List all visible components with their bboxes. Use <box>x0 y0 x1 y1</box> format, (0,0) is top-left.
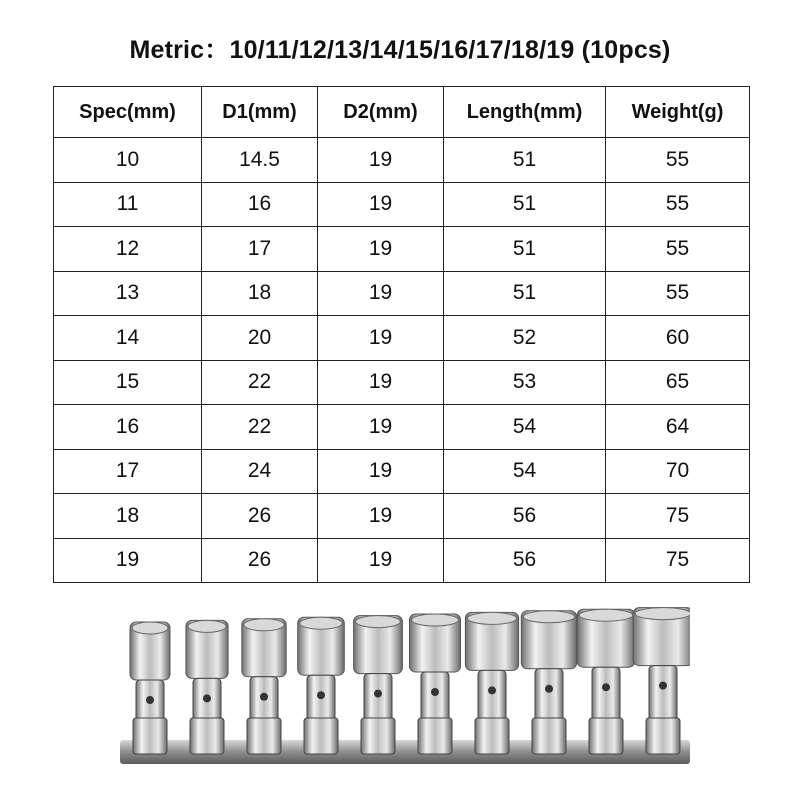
socket-10 <box>130 622 170 754</box>
table-row <box>54 227 750 272</box>
cell-weight: 55 <box>606 227 750 272</box>
cell-length: 52 <box>444 316 606 361</box>
header-weight: Weight(g) <box>606 87 750 138</box>
cell-length: 53 <box>444 360 606 405</box>
cell-spec: 18 <box>54 494 202 539</box>
cell-weight: 75 <box>606 494 750 539</box>
cell-d2: 19 <box>318 360 444 405</box>
cell-d2: 19 <box>318 405 444 450</box>
cell-weight: 75 <box>606 538 750 583</box>
cell-spec: 10 <box>54 138 202 183</box>
cell-spec: 11 <box>54 182 202 227</box>
table-header-row <box>54 87 750 138</box>
spec-table <box>53 86 750 583</box>
header-d1: D1(mm) <box>202 87 318 138</box>
cell-d1: 20 <box>202 316 318 361</box>
socket-19 <box>633 608 690 754</box>
socket-set-image <box>120 600 690 790</box>
table-row <box>54 494 750 539</box>
cell-weight: 60 <box>606 316 750 361</box>
table-row <box>54 182 750 227</box>
table-row <box>54 538 750 583</box>
socket-18 <box>577 609 635 754</box>
socket-11 <box>186 620 228 754</box>
cell-d2: 19 <box>318 449 444 494</box>
cell-spec: 12 <box>54 227 202 272</box>
cell-weight: 70 <box>606 449 750 494</box>
cell-d1: 22 <box>202 360 318 405</box>
cell-length: 56 <box>444 538 606 583</box>
cell-spec: 14 <box>54 316 202 361</box>
cell-weight: 55 <box>606 271 750 316</box>
cell-weight: 64 <box>606 405 750 450</box>
socket-12 <box>242 619 286 754</box>
table-row <box>54 271 750 316</box>
table-row <box>54 405 750 450</box>
table-row <box>54 316 750 361</box>
cell-d1: 26 <box>202 494 318 539</box>
cell-weight: 65 <box>606 360 750 405</box>
socket-14 <box>354 616 403 754</box>
cell-spec: 19 <box>54 538 202 583</box>
cell-length: 51 <box>444 138 606 183</box>
cell-length: 51 <box>444 227 606 272</box>
cell-d1: 17 <box>202 227 318 272</box>
cell-d1: 22 <box>202 405 318 450</box>
header-length: Length(mm) <box>444 87 606 138</box>
cell-d2: 19 <box>318 316 444 361</box>
cell-spec: 16 <box>54 405 202 450</box>
cell-length: 51 <box>444 271 606 316</box>
cell-weight: 55 <box>606 182 750 227</box>
header-spec: Spec(mm) <box>54 87 202 138</box>
page-title: Metric：10/11/12/13/14/15/16/17/18/19 (10pcs) <box>129 36 671 64</box>
cell-spec: 15 <box>54 360 202 405</box>
socket-16 <box>465 612 518 754</box>
cell-d2: 19 <box>318 538 444 583</box>
cell-spec: 17 <box>54 449 202 494</box>
socket-15 <box>410 614 461 754</box>
table-row <box>54 449 750 494</box>
cell-length: 51 <box>444 182 606 227</box>
cell-weight: 55 <box>606 138 750 183</box>
cell-d1: 26 <box>202 538 318 583</box>
table-row <box>54 360 750 405</box>
cell-length: 54 <box>444 449 606 494</box>
cell-d1: 18 <box>202 271 318 316</box>
cell-d2: 19 <box>318 227 444 272</box>
cell-d1: 24 <box>202 449 318 494</box>
cell-d1: 16 <box>202 182 318 227</box>
header-d2: D2(mm) <box>318 87 444 138</box>
cell-length: 54 <box>444 405 606 450</box>
socket-17 <box>521 611 576 754</box>
cell-d2: 19 <box>318 138 444 183</box>
cell-length: 56 <box>444 494 606 539</box>
cell-spec: 13 <box>54 271 202 316</box>
cell-d2: 19 <box>318 182 444 227</box>
table-row <box>54 138 750 183</box>
cell-d1: 14.5 <box>202 138 318 183</box>
socket-13 <box>298 617 345 754</box>
cell-d2: 19 <box>318 271 444 316</box>
cell-d2: 19 <box>318 494 444 539</box>
